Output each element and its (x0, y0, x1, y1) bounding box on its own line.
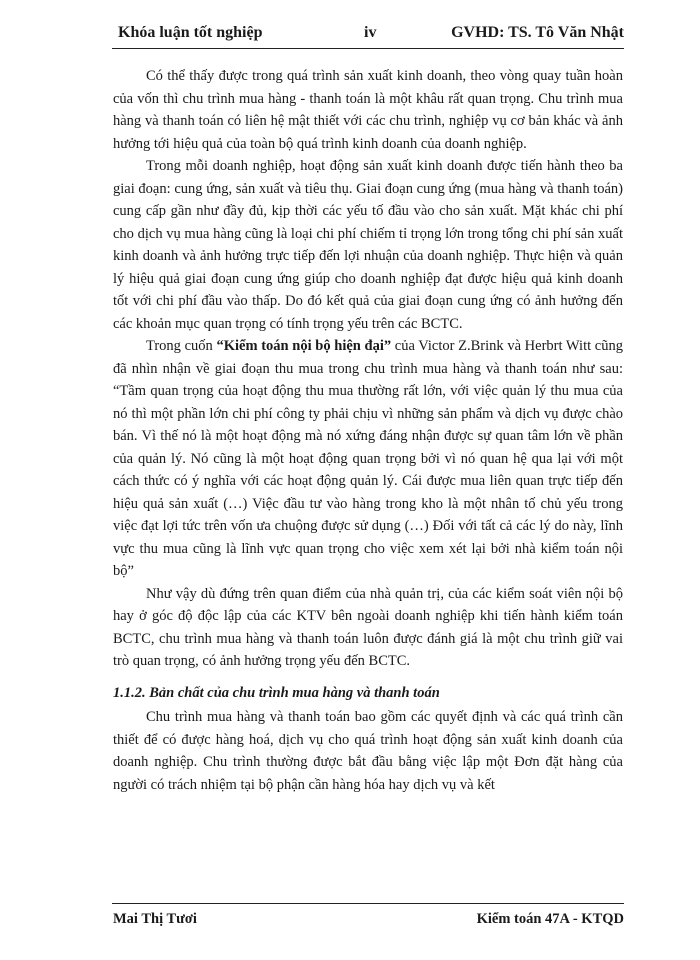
paragraph-2: Trong mỗi doanh nghiệp, hoạt động sản xuất kinh doanh được tiến hành theo ba giai đoạn: cung ứng, sản xuất và tiêu thụ. Giai đoạn cung ứng (mua hàng và thanh toán) cung cấp gần như đầy đủ, kịp thời các yếu tố đầu vào cho sản xuất. Mặt khác chi phí cho dịch vụ mua hàng cũng là loại chi phí chiếm tỉ trọng lớn trong tổng chi phí sản xuất kinh doanh và ảnh hưởng trực tiếp đến lợi nhuận của doanh nghiệp. Thực hiện và quản lý hiệu quả giai đoạn cung ứng giúp cho doanh nghiệp đạt được hiệu quả kinh doanh tốt với chi phí đầu vào thấp. Do đó kết quả của giai đoạn cung ứng có ảnh hưởng đến các khoản mục quan trọng có tính trọng yếu trên các BCTC. (113, 158, 623, 332)
paragraph-3-lead: Trong cuốn (146, 338, 217, 354)
header-supervisor: GVHD: TS. Tô Văn Nhật (451, 24, 624, 41)
paragraph-3 (113, 335, 623, 583)
page-footer (112, 911, 624, 935)
header-thesis-title: Khóa luận tốt nghiệp (118, 24, 263, 41)
page-body (113, 56, 623, 796)
section-heading: 1.1.2. Bản chất của chu trình mua hàng và thanh toán (113, 684, 440, 701)
footer-rule (112, 903, 624, 904)
paragraph-5: Chu trình mua hàng và thanh toán bao gồm các quyết định và các quá trình cần thiết để có được hàng hoá, dịch vụ cho quá trình hoạt động sản xuất kinh doanh của doanh nghiệp. Chu trình thường được bắt đầu bằng việc lập một Đơn đặt hàng của người có trách nhiệm tại bộ phận cần hàng hóa hay dịch vụ và kết (113, 709, 623, 793)
header-rule (112, 48, 624, 49)
footer-author: Mai Thị Tươi (113, 911, 197, 927)
footer-class: Kiểm toán 47A - KTQD (476, 911, 624, 927)
paragraph-4: Như vậy dù đứng trên quan điểm của nhà quản trị, của các kiểm soát viên nội bộ hay ở góc độ độc lập của các KTV bên ngoài doanh nghiệp khi tiến hành kiểm toán BCTC, chu trình mua hàng và thanh toán luôn được đánh giá là một chu trình giữ vai trò quan trọng, có ảnh hưởng trọng yếu đến BCTC. (113, 585, 623, 669)
header-page-number: iv (364, 24, 377, 41)
paragraph-3-rest: của Victor Z.Brink và Herbrt Witt cũng đã nhìn nhận về giai đoạn thu mua trong chu trình mua hàng và thanh toán như sau: “Tầm quan trọng của hoạt động thu mua thường rất lớn, với việc quản lý thu mua của nó thì một phần lớn chi phí công ty phải chịu vì những sản phẩm và dịch vụ được chào bán. Vì thế nó là một hoạt động mà nó xứng đáng nhận được sự quan tâm lớn về phần của quản lý. Nó cũng là một hoạt động quan trọng bởi vì nó quan hệ qua lại với một cách thức có ý nghĩa với các hoạt động quản lý. Cái được mua liên quan trực tiếp đến hiệu quả sản xuất (…) Việc đầu tư vào hàng trong kho là một nhân tố chủ yếu trong việc đạt lợi tức trên vốn ưa chuộng được sử dụng (…) Đối với tất cả các lý do này, lĩnh vực thu mua cũng là lĩnh vực quan trọng cho việc xem xét lại bởi nhà kiểm toán nội bộ” (113, 338, 623, 579)
paragraph-1: Có thể thấy được trong quá trình sản xuất kinh doanh, theo vòng quay tuần hoàn của vốn thì chu trình mua hàng - thanh toán là một khâu rất quan trọng. Chu trình mua hàng và thanh toán có liên hệ mật thiết với các chu trình, nghiệp vụ cơ bản khác và ảnh hưởng tới hiệu quả của toàn bộ quá trình kinh doanh của doanh nghiệp. (113, 68, 623, 152)
book-title: “Kiểm toán nội bộ hiện đại” (216, 338, 392, 354)
